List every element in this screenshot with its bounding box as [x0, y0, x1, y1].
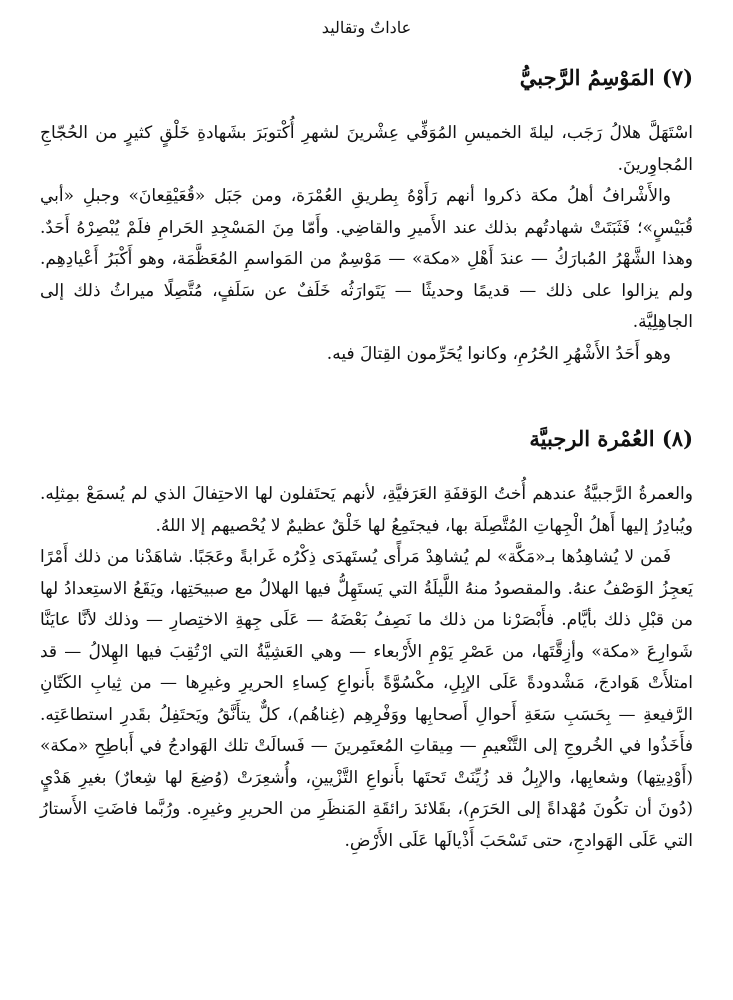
- section-7-paragraph-2: والأَشْرافُ أهلُ مكة ذكروا أنهم رَأَوْهُ بِطريقِ العُمْرَة، ومن جَبَل «قُعَيْقِعانَ» وجبلِ «أبي قُبَيْسٍ»؛ فَثَبَتَتْ شهادتُهم بذلك عند الأَميرِ والقاضِي. وأَمّا مِنَ المَسْجِدِ الحَرامِ فلَمْ يُبْصِرْهُ أَحَدٌ. وهذا الشَّهْرُ المُبارَكُ — عندَ أَهْلِ «مكة» — مَوْسِمٌ من المَواسمِ المُعَظَّمَة، وهو أَكْبَرُ أَعْيادِهِم. ولم يزالوا على ذلك — قديمًا وحديثًا — يَتَوارَثُه خَلَفٌ عن سَلَفٍ، مُتَّصِلًا ميراثُ ذلك إلى الجاهِلِيَّة.: [40, 186, 693, 332]
- section-7-title: (٧) المَوْسِمُ الرَّجبيُّ: [519, 65, 693, 90]
- section-8-body: [40, 479, 693, 857]
- running-head: عاداتٌ وتقاليد: [321, 18, 412, 37]
- section-8-paragraph-2: فَمن لا يُشاهِدُها بـ«مَكَّة» لم يُشاهِدْ مَرأًى يُستَهدَى ذِكْرُه غَرابةً وعَجَبًا. شاهَدْنا من ذلك أَمْرًا يَعجِزُ الوَصْفُ عنهُ. والمقصودُ منهُ اللَّيلَةُ التي يَستَهِلُّ فيها الهلالُ مع صبيحَتِها، ويَقَعُ الاستِعدادُ لها من قبْلِ ذلك بأيَّام. فأَبْصَرْنا من ذلك ما نَصِفُ بَعْضَهُ — عَلَى جِهةِ الاختِصارِ — وذلك لأنَّا عايَنَّا شَوارِعَ «مكة» وأزِقَّتَها، من عَصْرِ يَوْمِ الأَرْبعاء — وهي العَشِيَّةُ التي ارْتُقِبَ فيها الهِلالُ — قد امتلأَتْ هَوادجَ، مَشْدودةً عَلَى الإبِلِ، مكْسُوَّةً بأَنواعِ كِساءِ الحريرِ وغيرِها — من ثِيابِ الكَتّانِ الرَّفيعةِ — بِحَسَبِ سَعَةِ أَحوالِ أَصحابِها ووَفْرِهِم (غِناهُم)، كلٌّ يتأَنَّقُ ويَحتَفِلُ بقَدرِ استطاعَتِه. فأَخَذُوا في الخُروجِ إلى التَّنْعيمِ — مِيقاتِ المُعتَمِرينَ — فَسالَتْ تلك الهَوادجُ في أَباطِحِ «مكة» (أَوْدِيتِها) وشعابِها، والإبِلُ قد زُيِّنَتْ تَحتَها بأَنواعِ التَّزْيينِ، وأُشعِرَتْ (وُضِعَ لها شِعارٌ) بغيرِ هَدْيٍ (دُونَ أن تكُونَ مُهْداةً إلى الحَرَمِ)، بقَلائدَ رائقَةِ المَنظَرِ من الحريرِ وغيرِه. ورُبَّما فاضَتِ الأَستارُ التي عَلَى الهَوادجِ، حتى تَسْحَبَ أَذْيالَها عَلَى الأَرْضِ.: [40, 547, 693, 851]
- section-7-paragraph-1: اسْتَهَلَّ هلالُ رَجَب، ليلةَ الخميسِ المُوَفِّي عِشْرينَ لشهرِ أُكْتوبَرَ بشَهادةِ خَلْقٍ كثيرٍ من الحُجّاجِ المُجاوِرينَ.: [40, 123, 693, 175]
- section-7-body: [40, 118, 693, 370]
- section-7-paragraph-3: وهو أَحَدُ الأَشْهُرِ الحُرُمِ، وكانوا يُحَرِّمون القِتالَ فيه.: [326, 343, 671, 364]
- section-8-title: (٨) العُمْرة الرجبيَّة: [529, 426, 693, 451]
- section-8-paragraph-1: والعمرةُ الرَّجبيَّةُ عندهم أُختُ الوَقفَةِ العَرَفيَّةِ، لأنهم يَحتَفلون لها الاحتِفالَ الذي لم يُسمَعْ بمِثلِه. ويُبادِرُ إليها أَهلُ الْجِهاتِ المُتَّصِلَة بها، فيجتَمِعُ لها خَلْقٌ عظيمٌ لا يُحْصيهم إلا اللهُ.: [40, 484, 693, 536]
